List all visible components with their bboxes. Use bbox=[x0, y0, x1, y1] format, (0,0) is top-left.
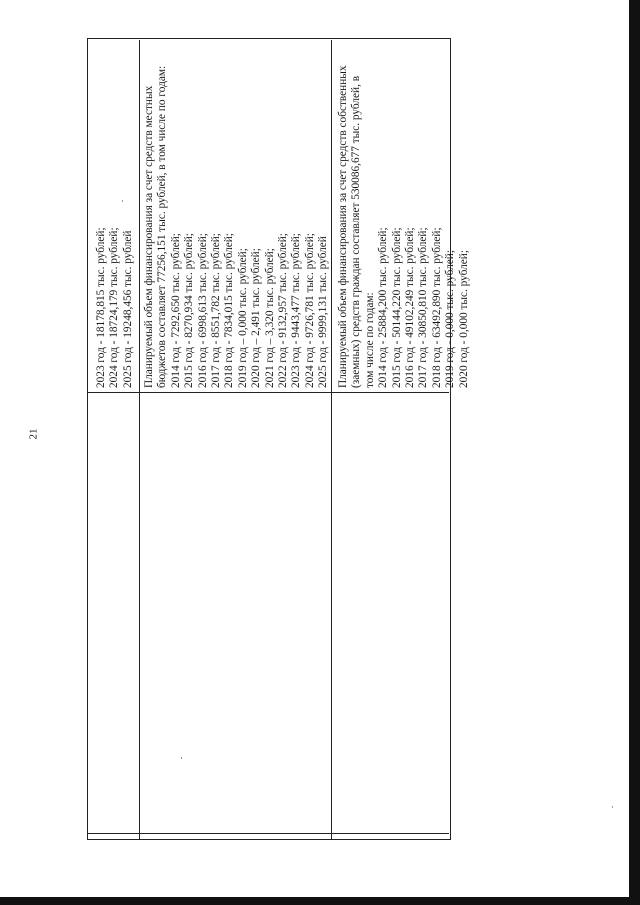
row-divider-top bbox=[139, 40, 140, 840]
row-divider-middle bbox=[331, 40, 332, 840]
text-line: Планируемый объем финансирования за счет средств собственных bbox=[337, 65, 349, 388]
text-line: 2017 год - 8551,782 тыс. рублей; bbox=[210, 233, 223, 388]
text-line: 2023 год - 18178,815 тыс. рублей; bbox=[95, 227, 107, 388]
text-line: (заемных) средств граждан составляет 530086,677 тыс. рублей, в bbox=[350, 75, 363, 388]
text-line: 2020 год - 0,000 тыс. рублей; bbox=[457, 250, 470, 388]
scan-speck bbox=[181, 757, 182, 759]
scan-speck bbox=[122, 200, 123, 202]
rotated-table-sheet bbox=[87, 38, 470, 840]
text-line: 2025 год - 19248,456 тыс. рублей bbox=[121, 230, 134, 388]
text-line: 2015 год - 8270,934 тыс. рублей; bbox=[183, 233, 196, 388]
text-line: 2022 год - 9132,957 тыс. рублей; bbox=[277, 233, 290, 388]
local-budget-block bbox=[143, 44, 331, 388]
top-block bbox=[95, 44, 135, 388]
text-line: бюджетов составляет 77256,151 тыс. рублей, в том числе по годам: bbox=[156, 65, 169, 388]
text-line: 2021 год – 3,320 тыс. рублей; bbox=[263, 248, 276, 388]
text-line: Планируемый объем финансирования за счет средств местных bbox=[143, 85, 155, 388]
text-line: 2023 год - 9443,477 тыс. рублей; bbox=[290, 233, 303, 388]
text-line: 2024 год - 18724,179 тыс. рублей; bbox=[108, 227, 121, 388]
text-line: 2014 год - 25884,200 тыс. рублей; bbox=[377, 227, 390, 388]
text-line: 2019 год – 0,000 тыс. рублей; bbox=[236, 248, 249, 388]
table-column-divider bbox=[87, 392, 449, 393]
scan-edge-bottom bbox=[0, 897, 640, 905]
text-line: 2018 год - 7834,015 тыс. рублей; bbox=[223, 233, 236, 388]
text-line: 2015 год - 50144,220 тыс. рублей; bbox=[390, 227, 403, 388]
text-line: 2018 год - 63492,890 тыс. рублей; bbox=[430, 227, 443, 388]
text-line: 2019 год - 0,000 тыс. рублей; bbox=[444, 250, 457, 388]
text-line: 2020 год – 2,491 тыс. рублей; bbox=[250, 248, 263, 388]
text-line: том числе по годам: bbox=[363, 292, 376, 388]
text-line: 2014 год - 7292,650 тыс. рублей; bbox=[169, 233, 182, 388]
scan-speck bbox=[612, 806, 613, 808]
text-line: 2017 год - 30850,810 тыс. рублей; bbox=[417, 227, 430, 388]
page-number: 21 bbox=[27, 428, 40, 440]
text-line: 2016 год - 6998,613 тыс. рублей; bbox=[196, 233, 209, 388]
table-left-divider bbox=[87, 833, 449, 834]
text-line: 2016 год - 49102,249 тыс. рублей; bbox=[404, 227, 417, 388]
citizens-funds-block bbox=[337, 44, 471, 388]
text-line: 2025 год - 9999,131 тыс. рублей bbox=[317, 236, 330, 388]
scan-edge-right bbox=[629, 0, 640, 905]
text-line: 2024 год - 9726,781 тыс. рублей; bbox=[303, 233, 316, 388]
